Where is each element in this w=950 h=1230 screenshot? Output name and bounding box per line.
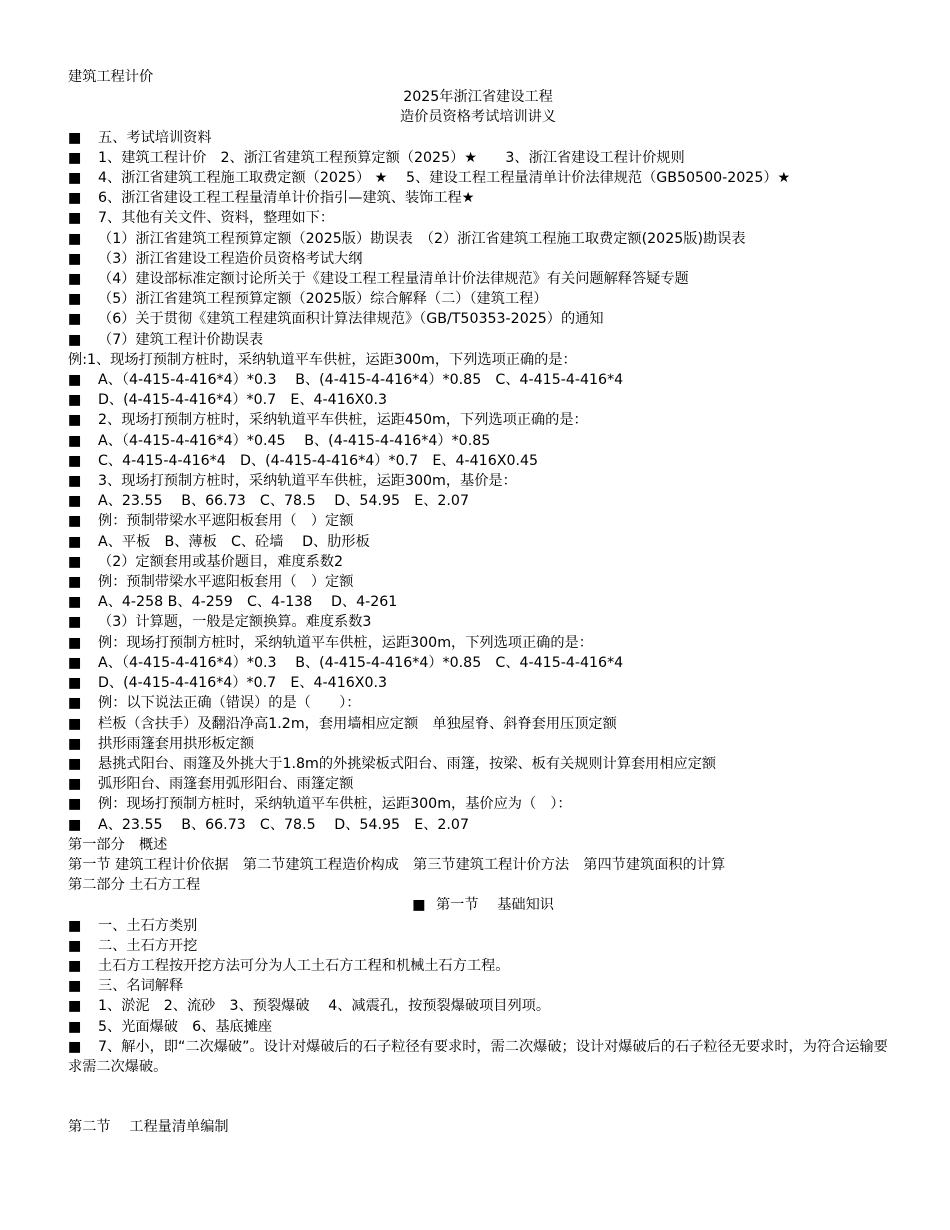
text-line xyxy=(68,410,888,430)
bullet-square-icon: ■ xyxy=(68,392,82,409)
text-line-content: 5、光面爆破 6、基底摊座 xyxy=(98,1018,273,1035)
bullet-square-icon: ■ xyxy=(68,614,82,631)
text-line-content: 例：现场打预制方桩时，采纳轨道平车供桩，运距300m，下列选项正确的是： xyxy=(98,634,593,651)
text-line-content: 7、解小，即“二次爆破”。设计对爆破后的石子粒径有要求时，需二次爆破；设计对爆破后的石子粒径无要求时，为符合运输要求需二次爆破。 xyxy=(68,1038,888,1075)
document-title-line-2: 造价员资格考试培训讲义 xyxy=(399,109,557,126)
bullet-square-icon: ■ xyxy=(68,432,82,449)
bullet-square-icon: ■ xyxy=(68,372,82,389)
bullet-square-icon: ■ xyxy=(68,473,82,490)
text-line xyxy=(68,309,888,329)
text-line xyxy=(68,612,888,632)
text-line-content: （1）浙江省建筑工程预算定额（2025版）勘误表 （2）浙江省建筑工程施工取费定额(2025版)勘误表 xyxy=(98,230,746,247)
text-line xyxy=(68,976,888,996)
text-line xyxy=(68,956,888,976)
document-header: 建筑工程计价 xyxy=(68,69,154,85)
bullet-square-icon: ■ xyxy=(68,796,82,813)
text-line-content: 2、现场打预制方桩时，采纳轨道平车供桩，运距450m，下列选项正确的是： xyxy=(98,412,588,429)
text-line-content: 7、其他有关文件、资料，整理如下： xyxy=(98,210,335,227)
text-line xyxy=(68,855,888,875)
bullet-square-icon: ■ xyxy=(68,250,82,267)
text-line xyxy=(68,128,888,148)
bullet-square-icon: ■ xyxy=(68,271,82,288)
bullet-square-icon: ■ xyxy=(68,210,82,227)
bullet-square-icon: ■ xyxy=(68,412,82,429)
bullet-square-icon: ■ xyxy=(68,654,82,671)
text-line-content: D、(4-415-4-416*4）*0.7 E、4-416X0.3 xyxy=(98,392,388,409)
text-line xyxy=(68,350,888,370)
text-line xyxy=(68,511,888,531)
text-line xyxy=(68,1037,888,1077)
text-line xyxy=(68,734,888,754)
document-title-line-1: 2025年浙江省建设工程 xyxy=(403,89,553,106)
text-line xyxy=(68,532,888,552)
text-line-content: （3）浙江省建设工程造价员资格考试大纲 xyxy=(98,250,363,267)
bullet-square-icon: ■ xyxy=(68,735,82,752)
text-line xyxy=(68,916,888,936)
text-line-content: 拱形雨篷套用拱形板定额 xyxy=(98,735,255,752)
text-line xyxy=(68,208,888,228)
bullet-square-icon: ■ xyxy=(68,533,82,550)
text-line-content: 五、考试培训资料 xyxy=(98,129,212,146)
text-line-content: 第一节 建筑工程计价依据 第二节建筑工程造价构成 第三节建筑工程计价方法 第四节建筑面积的计算 xyxy=(68,856,726,873)
text-line-content: 弧形阳台、雨篷套用弧形阳台、雨篷定额 xyxy=(98,776,354,793)
bullet-square-icon: ■ xyxy=(68,574,82,591)
bullet-square-icon: ■ xyxy=(68,311,82,328)
bullet-square-icon: ■ xyxy=(68,755,82,772)
text-line xyxy=(68,815,888,835)
text-line xyxy=(68,431,888,451)
text-line-content: （5）浙江省建筑工程预算定额（2025版）综合解释（二）（建筑工程） xyxy=(98,291,548,308)
text-line xyxy=(68,289,888,309)
text-line xyxy=(68,1017,888,1037)
text-line-content: 例：预制带梁水平遮阳板套用（ ）定额 xyxy=(98,513,354,530)
bullet-square-icon: ■ xyxy=(412,897,426,914)
text-line-content: （6）关于贯彻《建筑工程建筑面积计算法律规范》（GB/T50353-2025）的通知 xyxy=(98,311,604,328)
text-line-content: 1、淤泥 2、流砂 3、预裂爆破 4、减震孔，按预裂爆破项目列项。 xyxy=(98,998,551,1015)
bullet-square-icon: ■ xyxy=(68,695,82,712)
text-line xyxy=(68,148,888,168)
bullet-square-icon: ■ xyxy=(68,1018,82,1035)
text-line xyxy=(68,633,888,653)
text-line xyxy=(68,188,888,208)
document-body xyxy=(68,67,888,1137)
text-line-content: 栏板（含扶手）及翻沿净高1.2m，套用墙相应定额 单独屋脊、斜脊套用压顶定额 xyxy=(98,715,617,732)
text-line xyxy=(68,754,888,774)
bullet-square-icon: ■ xyxy=(68,230,82,247)
text-line-content: A、（4-415-4-416*4）*0.3 B、(4-415-4-416*4）*0.85 C、4-415-4-416*4 xyxy=(98,372,624,389)
text-line-content: A、4-258 B、4-259 C、4-138 D、4-261 xyxy=(98,594,398,611)
text-line xyxy=(68,895,888,915)
text-line xyxy=(68,370,888,390)
text-line xyxy=(68,249,888,269)
bullet-square-icon: ■ xyxy=(68,937,82,954)
text-line xyxy=(68,168,888,188)
document-content xyxy=(68,128,888,1078)
text-line-content: （3）计算题，一般是定额换算。难度系数3 xyxy=(98,614,372,631)
bullet-square-icon: ■ xyxy=(68,715,82,732)
bullet-square-icon: ■ xyxy=(68,452,82,469)
text-line xyxy=(68,451,888,471)
text-line xyxy=(68,552,888,572)
text-line xyxy=(68,592,888,612)
text-line-content: 一、土石方类别 xyxy=(98,917,198,934)
text-line-content: 三、名词解释 xyxy=(98,978,184,995)
text-line-content: 例：现场打预制方桩时，采纳轨道平车供桩，运距300m，基价应为（ ）： xyxy=(98,796,572,813)
text-line-content: A、23.55 B、66.73 C、78.5 D、54.95 E、2.07 xyxy=(98,493,469,510)
text-line-content: 例:1、现场打预制方桩时，采纳轨道平车供桩，运距300m，下列选项正确的是： xyxy=(68,351,577,368)
bullet-square-icon: ■ xyxy=(68,493,82,510)
bullet-square-icon: ■ xyxy=(68,190,82,207)
text-line xyxy=(68,835,888,855)
text-line xyxy=(68,693,888,713)
text-line-content: A、23.55 B、66.73 C、78.5 D、54.95 E、2.07 xyxy=(98,816,469,833)
text-line-content: 例：以下说法正确（错误）的是（ ）： xyxy=(98,695,361,712)
text-line-content: 4、浙江省建筑工程施工取费定额（2025） ★ 5、建设工程工程量清单计价法律规范（GB50500-2025）★ xyxy=(98,170,791,187)
text-line xyxy=(68,229,888,249)
text-line-content: D、(4-415-4-416*4）*0.7 E、4-416X0.3 xyxy=(98,675,388,692)
text-line-content: C、4-415-4-416*4 D、(4-415-4-416*4）*0.7 E、4-416X0.45 xyxy=(98,452,539,469)
text-line xyxy=(68,390,888,410)
text-line-content: A、（4-415-4-416*4）*0.3 B、(4-415-4-416*4）*0.85 C、4-415-4-416*4 xyxy=(98,654,624,671)
text-line xyxy=(68,491,888,511)
text-line xyxy=(68,996,888,1016)
text-line-content: 6、浙江省建设工程工程量清单计价指引—建筑、装饰工程★ xyxy=(98,190,475,207)
text-line xyxy=(68,714,888,734)
text-line-content: （7）建筑工程计价勘误表 xyxy=(98,331,264,348)
bullet-square-icon: ■ xyxy=(68,149,82,166)
text-line xyxy=(68,794,888,814)
text-line-content: 第一部分 概述 xyxy=(68,836,168,853)
bullet-square-icon: ■ xyxy=(68,331,82,348)
bullet-square-icon: ■ xyxy=(68,170,82,187)
text-line-content: 二、土石方开挖 xyxy=(98,937,198,954)
text-line-content: 第二部分 土石方工程 xyxy=(68,877,201,894)
bullet-square-icon: ■ xyxy=(68,594,82,611)
bullet-square-icon: ■ xyxy=(68,129,82,146)
bullet-square-icon: ■ xyxy=(68,998,82,1015)
text-line xyxy=(68,653,888,673)
bullet-square-icon: ■ xyxy=(68,957,82,974)
text-line xyxy=(68,774,888,794)
text-line xyxy=(68,330,888,350)
text-line-content: 例：预制带梁水平遮阳板套用（ ）定额 xyxy=(98,574,354,591)
text-line xyxy=(68,936,888,956)
bullet-square-icon: ■ xyxy=(68,917,82,934)
bullet-square-icon: ■ xyxy=(68,513,82,530)
text-line-content: 第一节 基础知识 xyxy=(435,897,554,914)
text-line-content: 1、建筑工程计价 2、浙江省建筑工程预算定额（2025）★ 3、浙江省建设工程计价规则 xyxy=(98,149,685,166)
bullet-square-icon: ■ xyxy=(68,553,82,570)
section-heading: 第二节 工程量清单编制 xyxy=(68,1119,229,1136)
bullet-square-icon: ■ xyxy=(68,634,82,651)
text-line xyxy=(68,673,888,693)
text-line-content: A、平板 B、薄板 C、砼墙 D、肋形板 xyxy=(98,533,370,550)
bullet-square-icon: ■ xyxy=(68,675,82,692)
bullet-square-icon: ■ xyxy=(68,291,82,308)
text-line-content: （4）建设部标准定额讨论所关于《建设工程工程量清单计价法律规范》有关问题解释答疑专题 xyxy=(98,271,689,288)
blank-space xyxy=(68,1077,888,1117)
text-line xyxy=(68,269,888,289)
text-line xyxy=(68,572,888,592)
bullet-square-icon: ■ xyxy=(68,978,82,995)
bullet-square-icon: ■ xyxy=(68,776,82,793)
text-line xyxy=(68,471,888,491)
text-line xyxy=(68,875,888,895)
bullet-square-icon: ■ xyxy=(68,1038,82,1055)
text-line-content: 土石方工程按开挖方法可分为人工土石方工程和机械土石方工程。 xyxy=(98,957,510,974)
text-line-content: A、（4-415-4-416*4）*0.45 B、(4-415-4-416*4）*0.85 xyxy=(98,432,491,449)
text-line-content: 悬挑式阳台、雨篷及外挑大于1.8m的外挑梁板式阳台、雨篷，按梁、板有关规则计算套用相应定额 xyxy=(98,755,717,772)
text-line-content: 3、现场打预制方桩时，采纳轨道平车供桩，运距300m，基价是： xyxy=(98,473,517,490)
text-line-content: （2）定额套用或基价题目，难度系数2 xyxy=(98,553,344,570)
bullet-square-icon: ■ xyxy=(68,816,82,833)
